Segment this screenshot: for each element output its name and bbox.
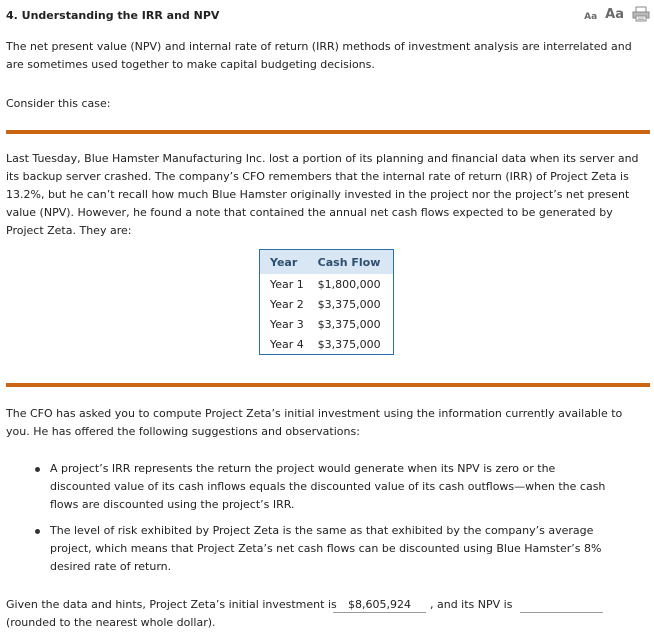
initial-investment-field[interactable]: $8,605,924	[333, 596, 426, 613]
answer-middle-text: , and its NPV is	[430, 598, 513, 611]
case-paragraph: Last Tuesday, Blue Hamster Manufacturing Inc. lost a portion of its planning and financial data when its server and its backup server crashed. The company’s CFO remembers that the internal rate of return (IRR) of Project Zeta is 13.2%, but he can’t recall how much Blue Hamster originally invested in the project nor the project’s net present value (NPV). However, he found a note that contained the annual net cash flows expected to be generated by Project Zeta. They are:	[6, 152, 639, 237]
table-row	[260, 334, 394, 355]
year-cell: Year 2	[270, 297, 304, 311]
cfo-paragraph: The CFO has asked you to compute Project Zeta’s initial investment using the information currently available to you. He has offered the following suggestions and observations:	[6, 407, 623, 438]
year-column-header: Year	[260, 250, 312, 275]
cash-flow-cell: $1,800,000	[317, 277, 381, 291]
table-row	[260, 274, 394, 294]
table-row	[260, 294, 394, 314]
font-size-small-button[interactable]: Aa	[584, 12, 598, 22]
cash-flow-cell: $3,375,000	[317, 297, 381, 311]
print-icon[interactable]	[632, 6, 650, 22]
list-item: The level of risk exhibited by Project Zeta is the same as that exhibited by the company’s average project, which means that Project Zeta’s net cash flows can be discounted using Blue Hamster’s 8% desired rate of return.	[50, 522, 610, 576]
year-cell: Year 4	[270, 337, 304, 351]
question-title: 4. Understanding the IRR and NPV	[6, 9, 220, 22]
cash-flow-table	[259, 249, 394, 355]
year-cell: Year 3	[270, 317, 304, 331]
consider-case-text: Consider this case:	[6, 97, 111, 110]
font-size-large-button[interactable]: Aa	[605, 7, 624, 22]
table-header-row	[260, 250, 394, 275]
table-row	[260, 314, 394, 334]
section-divider	[6, 383, 650, 387]
font-controls	[584, 6, 650, 22]
cash-flow-column-header: Cash Flow	[312, 250, 394, 275]
list-item: A project’s IRR represents the return the project would generate when its NPV is zero or the discounted value of its cash inflows equals the discounted value of its cash outflows—when the cash flows are discounted using the project’s IRR.	[50, 460, 610, 514]
npv-input-field[interactable]	[520, 596, 603, 613]
year-cell: Year 1	[270, 277, 304, 291]
section-divider	[6, 130, 650, 134]
answer-prefix: Given the data and hints, Project Zeta’s initial investment is	[6, 598, 337, 611]
question-header	[6, 9, 650, 25]
cash-flow-cell: $3,375,000	[317, 337, 381, 351]
rounding-note: (rounded to the nearest whole dollar).	[6, 616, 216, 629]
cash-flow-cell: $3,375,000	[317, 317, 381, 331]
intro-paragraph: The net present value (NPV) and internal rate of return (IRR) methods of investment analysis are interrelated and are sometimes used together to make capital budgeting decisions.	[6, 40, 632, 71]
